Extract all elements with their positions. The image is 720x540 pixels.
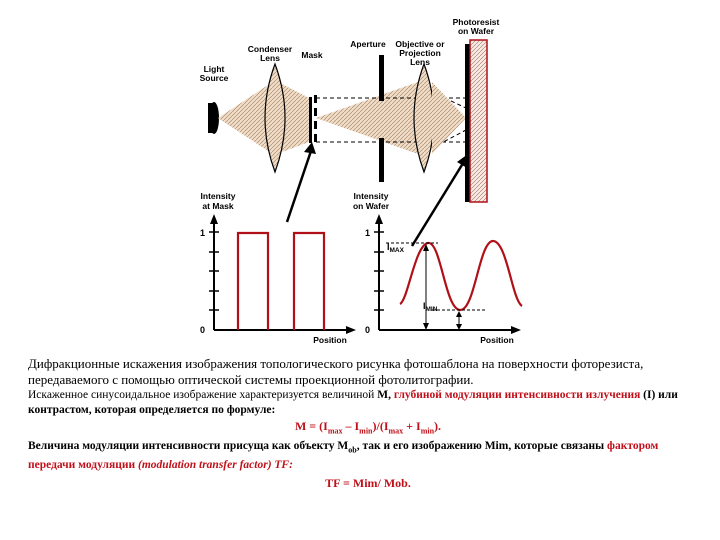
light-source-label-2: Source xyxy=(199,73,229,83)
caption-line-2 xyxy=(28,388,708,418)
intensity-mask-label-1: Intensity xyxy=(200,191,236,201)
caption-line-1: Дифракционные искажения изображения топологического рисунка фотошаблона на поверхности фоторезиста, передаваемого с помощью оптической системы проекционной фотолитографии. xyxy=(28,356,644,387)
beam-condenser-to-mask xyxy=(282,84,309,152)
beam-source-to-condenser xyxy=(218,85,268,151)
condenser-label-2: Lens xyxy=(260,53,280,63)
intensity-wafer-label-2: on Wafer xyxy=(352,201,390,211)
photoresist-on-wafer xyxy=(465,40,487,202)
caption-line-2-d: (I) или контрастом, которая определяется по формуле: xyxy=(28,389,678,416)
intensity-wafer-label-1: Intensity xyxy=(353,191,389,201)
caption xyxy=(28,356,708,491)
formula-modulation: $M = (I_{max} - I_{min})/(I_{max} + I_{min})$. xyxy=(294,419,442,436)
photoresist-label-1: Photoresist xyxy=(452,17,500,27)
caption-line-2-a: Искаженное синусоидальное изображение характеризуется величиной xyxy=(28,389,378,401)
imin-label: $I_{MIN}$ xyxy=(423,301,438,313)
beam-objective-to-wafer xyxy=(432,82,466,154)
photoresist-label-2: on Wafer xyxy=(457,26,495,36)
aperture-label: Aperture xyxy=(350,39,386,49)
formula-tf: TF = Mim/ Mob. xyxy=(325,475,411,490)
tick-zero-wafer: 0 xyxy=(364,325,370,335)
graph-intensity-mask xyxy=(200,191,356,345)
beam-mask-to-objective xyxy=(316,82,418,154)
caption-line-3-a: Величина модуляции интенсивности присуща как объекту M xyxy=(28,440,349,453)
objective-lens xyxy=(414,64,434,172)
light-source-label-1: Light xyxy=(203,64,225,74)
graph-intensity-wafer xyxy=(353,191,522,345)
caption-line-3 xyxy=(28,439,708,472)
mask xyxy=(309,95,317,143)
tick-one-wafer: 1 xyxy=(364,228,370,238)
condenser-label-1: Condenser xyxy=(247,44,293,54)
caption-line-3-b: , так и его изображению Mim, которые связаны xyxy=(356,440,607,453)
tick-one-mask: 1 xyxy=(199,228,205,238)
caption-line-2-c: глубиной модуляции интенсивности излучения xyxy=(393,389,641,401)
objective-label-1: Objective or xyxy=(395,39,445,49)
caption-line-3-c: фактором передачи модуляции xyxy=(28,440,659,471)
caption-line-3-d: (modulation transfer factor) TF: xyxy=(135,458,293,471)
objective-label-2: Projection xyxy=(399,48,441,58)
caption-line-2-b: М, xyxy=(377,389,394,401)
position-label-mask: Position xyxy=(313,335,347,345)
position-label-wafer: Position xyxy=(480,335,514,345)
light-source xyxy=(208,102,219,134)
tick-zero-mask: 0 xyxy=(199,325,205,335)
imax-label: $I_{MAX}$ xyxy=(387,242,404,254)
mask-label: Mask xyxy=(301,50,323,60)
intensity-mask-label-2: at Mask xyxy=(202,201,234,211)
condenser-lens xyxy=(265,64,285,172)
objective-label-3: Lens xyxy=(410,57,430,67)
caption-line-3-sub: ob xyxy=(348,445,357,455)
